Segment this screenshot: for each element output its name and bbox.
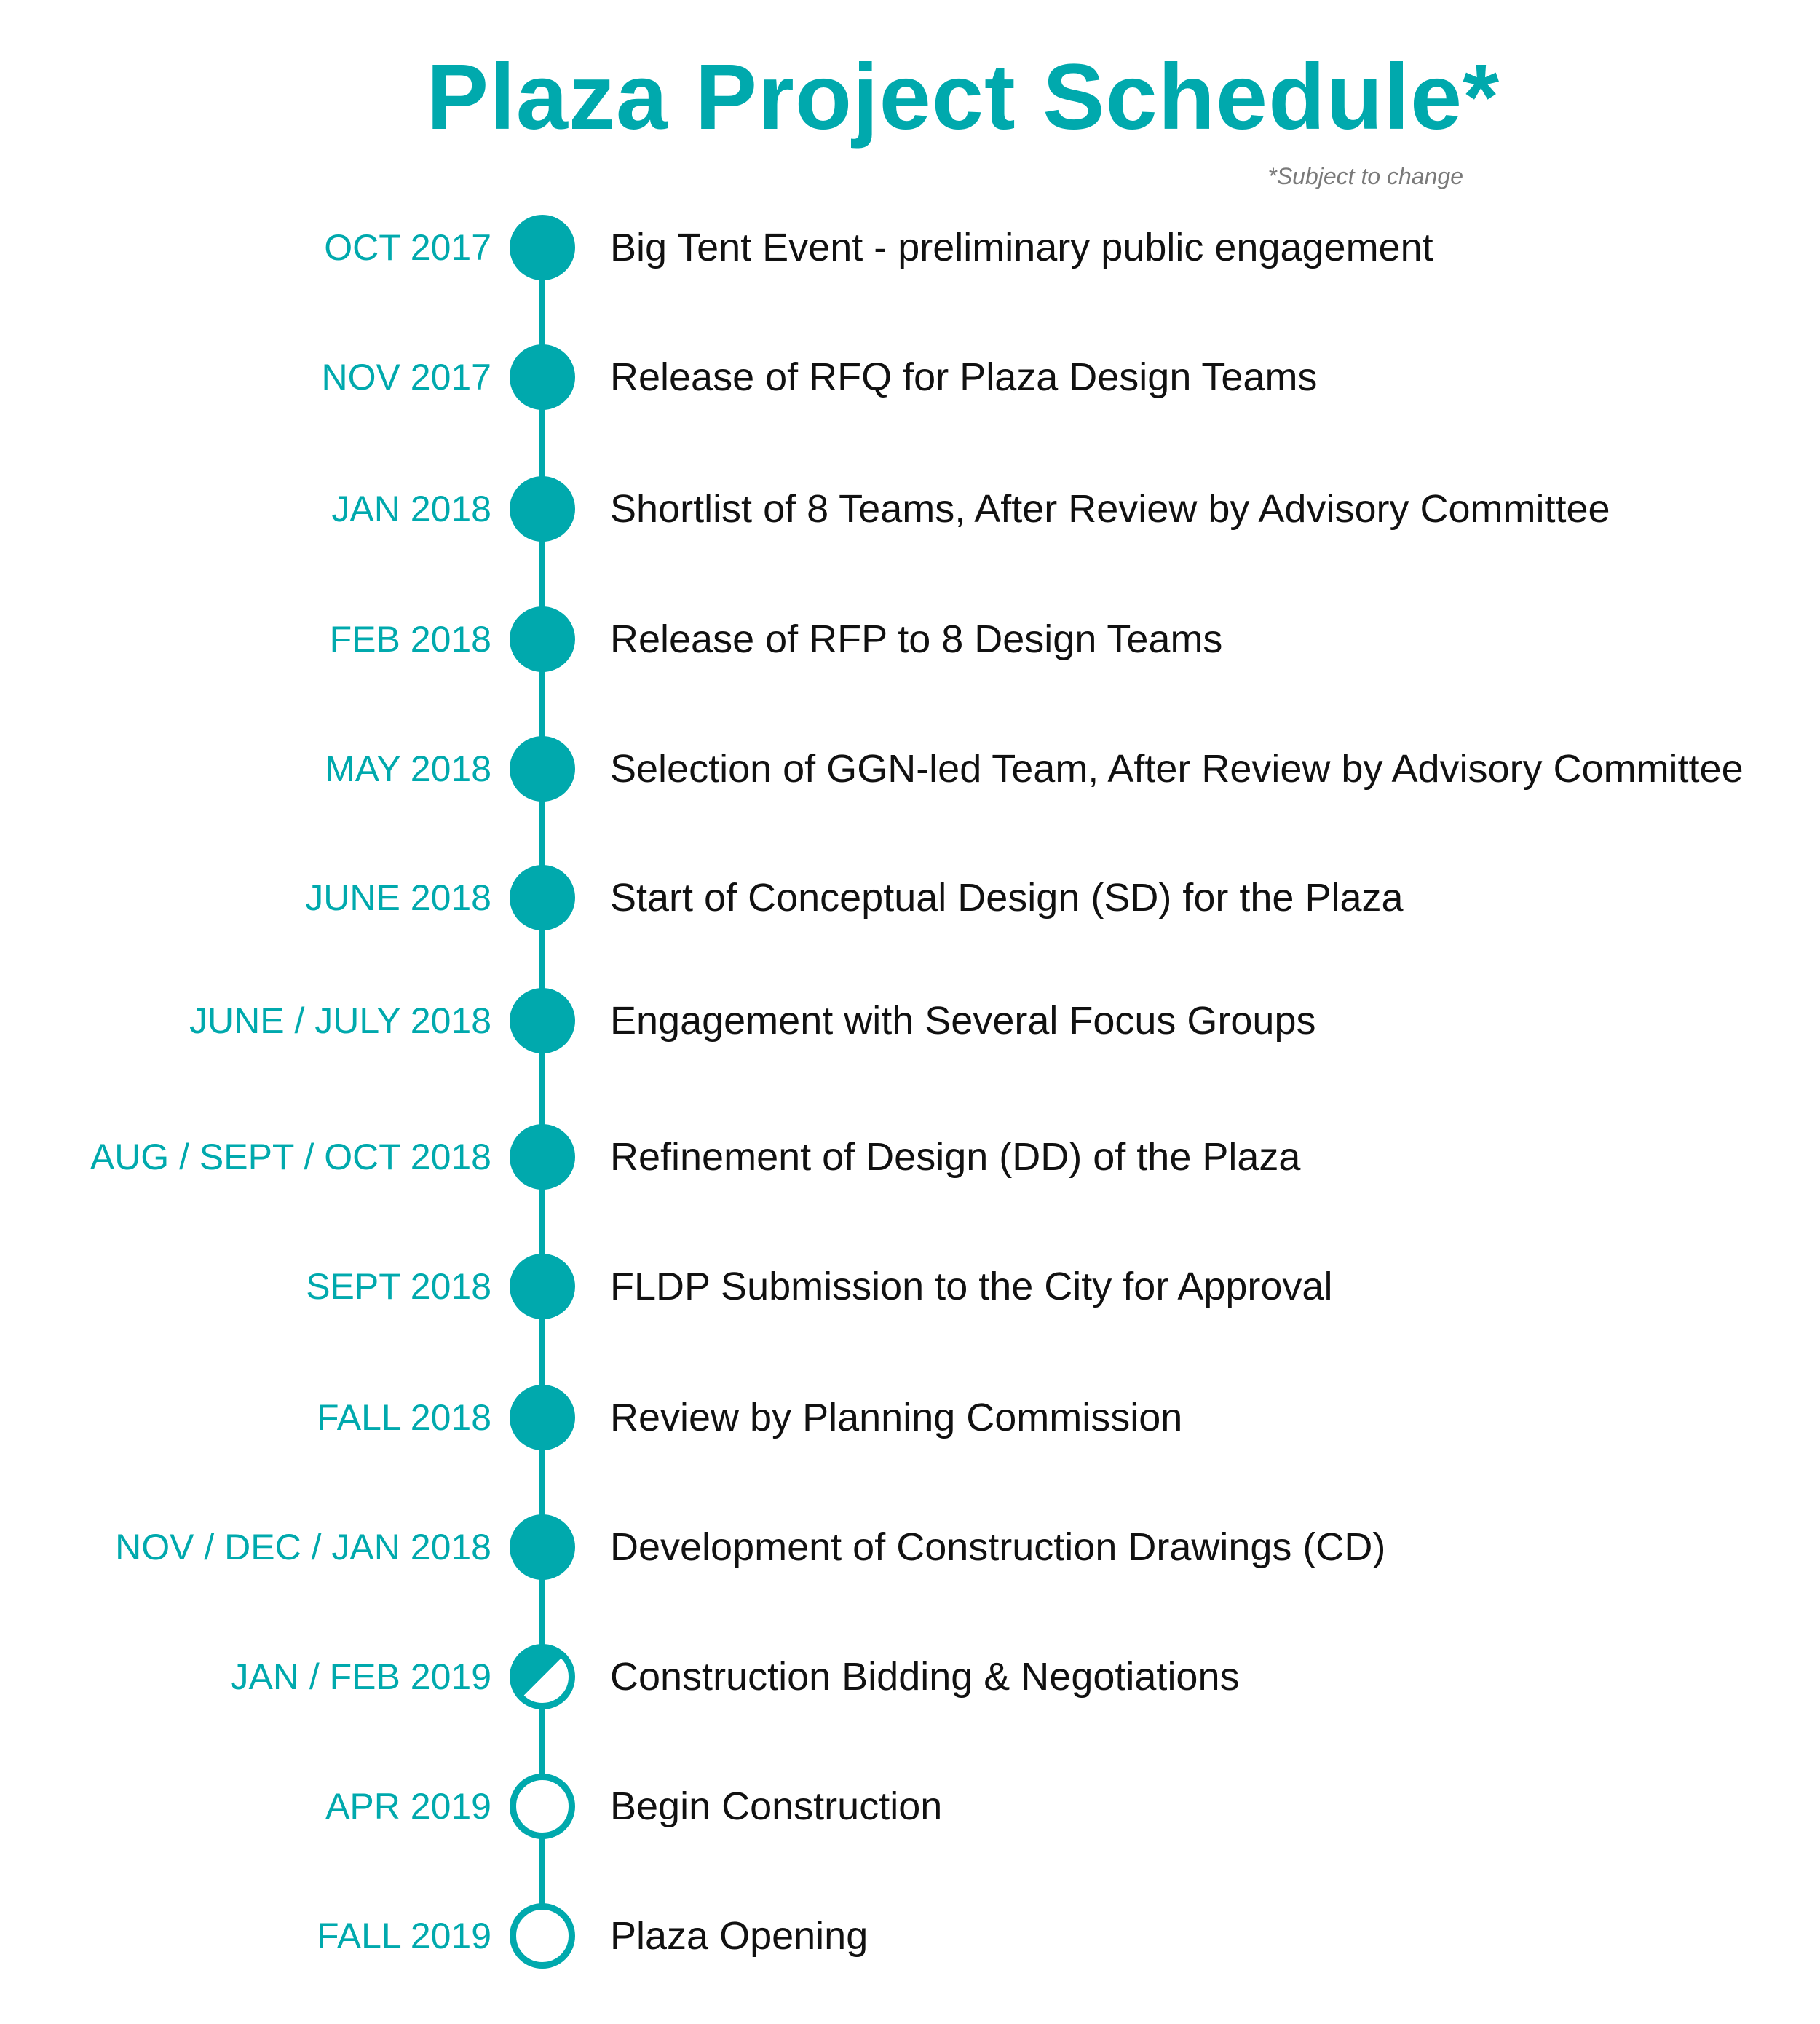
milestone-event: Selection of GGN-led Team, After Review by Advisory Committee — [610, 747, 1744, 791]
timeline-row — [0, 988, 1820, 1053]
timeline-row — [0, 736, 1820, 802]
milestone-date: JUNE / JULY 2018 — [189, 1000, 491, 1041]
timeline-row — [0, 606, 1820, 672]
milestone-date: NOV / DEC / JAN 2018 — [115, 1527, 491, 1568]
milestone-event: Review by Planning Commission — [610, 1396, 1183, 1439]
milestone-event: Refinement of Design (DD) of the Plaza — [610, 1135, 1301, 1179]
milestone-complete-marker — [510, 215, 575, 280]
milestone-event: Big Tent Event - preliminary public engagement — [610, 226, 1433, 269]
milestone-date: AUG / SEPT / OCT 2018 — [90, 1136, 491, 1177]
timeline-row — [0, 1903, 1820, 1969]
milestone-event: Construction Bidding & Negotiations — [610, 1655, 1240, 1699]
milestone-date: OCT 2017 — [324, 227, 491, 268]
milestone-event: Plaza Opening — [610, 1914, 869, 1958]
timeline-row — [0, 865, 1820, 930]
milestone-date: FALL 2019 — [316, 1916, 491, 1956]
milestone-complete-marker — [510, 865, 575, 930]
milestone-complete-marker — [510, 1385, 575, 1450]
milestone-complete-marker — [510, 476, 575, 542]
milestone-event: Release of RFP to 8 Design Teams — [610, 617, 1223, 661]
timeline-row — [0, 1514, 1820, 1580]
page-title: Plaza Project Schedule* — [426, 45, 1500, 149]
milestone-complete-marker — [510, 1514, 575, 1580]
milestone-event: Start of Conceptual Design (SD) for the Plaza — [610, 876, 1404, 920]
milestone-date: JAN / FEB 2019 — [230, 1656, 491, 1697]
timeline-row — [0, 1254, 1820, 1319]
timeline-row — [0, 1774, 1820, 1839]
milestone-date: FEB 2018 — [329, 619, 491, 660]
milestone-date: FALL 2018 — [316, 1397, 491, 1438]
milestone-date: APR 2019 — [325, 1786, 491, 1827]
milestone-event: Release of RFQ for Plaza Design Teams — [610, 355, 1318, 399]
timeline-row — [0, 476, 1820, 542]
milestone-date: JUNE 2018 — [305, 877, 491, 918]
milestone-event: FLDP Submission to the City for Approval — [610, 1265, 1333, 1308]
milestone-date: MAY 2018 — [325, 748, 491, 789]
milestone-event: Begin Construction — [610, 1784, 943, 1828]
timeline-row — [0, 1385, 1820, 1450]
milestone-in-progress-marker — [510, 1644, 575, 1709]
timeline-row — [0, 1124, 1820, 1190]
timeline-row — [0, 1644, 1820, 1709]
milestone-date: NOV 2017 — [321, 357, 491, 398]
milestone-complete-marker — [510, 1254, 575, 1319]
timeline-row — [0, 215, 1820, 280]
milestone-upcoming-marker — [510, 1774, 575, 1839]
milestone-event: Engagement with Several Focus Groups — [610, 999, 1316, 1043]
milestone-complete-marker — [510, 1124, 575, 1190]
milestone-complete-marker — [510, 988, 575, 1053]
milestone-complete-marker — [510, 344, 575, 410]
milestone-event: Shortlist of 8 Teams, After Review by Advisory Committee — [610, 487, 1610, 531]
milestone-event: Development of Construction Drawings (CD) — [610, 1525, 1386, 1569]
milestone-upcoming-marker — [510, 1903, 575, 1969]
timeline-row — [0, 344, 1820, 410]
milestone-date: SEPT 2018 — [306, 1266, 491, 1307]
milestone-date: JAN 2018 — [331, 489, 491, 529]
subject-to-change-note: *Subject to change — [1267, 163, 1463, 189]
milestone-complete-marker — [510, 606, 575, 672]
milestone-complete-marker — [510, 736, 575, 802]
